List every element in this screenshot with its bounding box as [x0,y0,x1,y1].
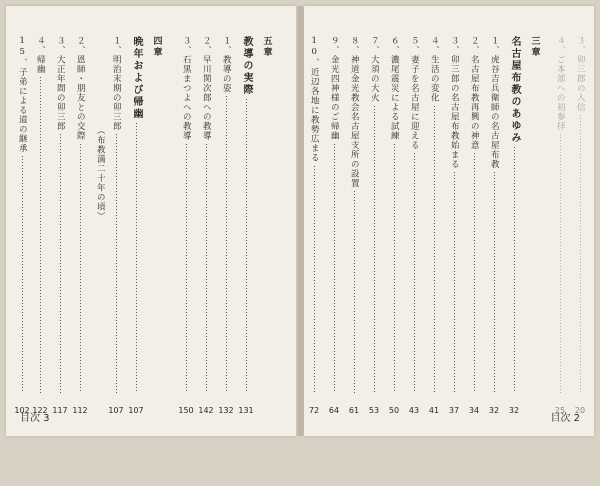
toc-entry [446,36,462,396]
dot-leader [414,153,415,393]
right-page [304,6,594,436]
toc-entry-text: ４、帰幽 [35,36,46,74]
chapter-title [238,36,254,396]
dot-leader [60,134,61,393]
toc-entry [572,36,588,396]
toc-entry-text: ４、ご本部への初参拝 [555,36,566,131]
toc-page-number: 150 [178,406,194,415]
toc-page-number: 131 [238,406,254,415]
page-label: 目次 3 [20,413,50,424]
dot-leader [434,106,435,394]
toc-page-number: 112 [72,406,88,415]
dot-leader [206,144,207,394]
toc-page-number: 37 [448,406,460,415]
toc-page-number: 41 [428,406,440,415]
toc-page-number: 132 [218,406,234,415]
toc-page-number: 107 [128,406,144,415]
book-gutter [296,6,304,436]
toc-entry-text: １、教導の姿 [221,36,232,93]
dot-leader [374,106,375,394]
toc-page-number: 102 [14,406,30,415]
toc-entry [32,36,48,396]
dot-leader [246,99,247,393]
toc-entry-text: 四章 [151,36,162,58]
dot-leader [454,172,455,393]
toc-entry [346,36,362,396]
toc-entry [426,36,442,396]
toc-entry-text: ４、生活の変化 [429,36,440,103]
toc-entry-text: １、明治末期の卯三郎 [111,36,122,131]
toc-entry [486,36,502,396]
toc-page-number: 61 [348,406,360,415]
toc-page-number: 32 [508,406,520,415]
chapter-heading [526,36,542,396]
dot-leader [226,96,227,393]
toc-entry-text: 10、近辺各地に教勢広まる [309,36,320,163]
toc-entry [306,36,322,396]
dot-leader [186,144,187,394]
toc-entry-text: ５、妻子を名古屋に迎える [409,36,420,150]
toc-entry [466,36,482,396]
toc-page-number: 32 [488,406,500,415]
toc-page-number: 34 [468,406,480,415]
dot-leader [22,156,23,393]
toc-entry [108,36,124,396]
toc-entry-text: 名古屋布教のあゆみ [509,36,520,144]
dot-leader [474,153,475,393]
toc-entry-text: ３、石黒まつよへの教導 [181,36,192,141]
toc-entry [92,126,108,486]
toc-page-number: 53 [368,406,380,415]
toc-entry-text: 15、子弟による道の継承 [17,36,28,153]
toc-page-number: 117 [52,406,68,415]
toc-entry-text: ３、卯三郎の入信 [575,36,586,112]
toc-entry-text: ７、大須の大火 [369,36,380,103]
toc-entry-text: ８、神道金光教会名古屋支所の設置 [349,36,360,188]
left-page [6,6,296,436]
dot-leader [80,144,81,394]
toc-entry [198,36,214,396]
toc-entry [72,36,88,396]
toc-entry-text: ３、卯三郎の名古屋布教始まる [449,36,460,169]
toc-entry-text: １、虎谷吉兵衛師の名古屋布教 [489,36,500,169]
toc-entry-text: ２、恩師・朋友との交際 [75,36,86,141]
toc-page-number: 72 [308,406,320,415]
toc-entry-text: 晩年および帰幽 [131,36,142,120]
toc-page-number: 20 [574,406,586,415]
dot-leader [334,144,335,394]
toc-entry [218,36,234,396]
page-label: 目次 2 [550,413,580,424]
dot-leader [40,77,41,393]
dot-leader [354,191,355,393]
dot-leader [116,134,117,393]
toc-page-number: 50 [388,406,400,415]
dot-leader [136,123,137,393]
chapter-heading [258,36,274,396]
chapter-title [128,36,144,396]
toc-entry-text: ６、濃尾震災による試練 [389,36,400,141]
dot-leader [314,166,315,394]
toc-entry [178,36,194,396]
toc-entry-text: 五章 [261,36,272,58]
toc-entry-text: ２、早川関次郎への教導 [201,36,212,141]
chapter-title [506,36,522,396]
toc-entry-text: ９、金光四神様のご帰幽 [329,36,340,141]
toc-entry [406,36,422,396]
toc-entry [552,36,568,396]
toc-page-number: 122 [32,406,48,415]
dot-leader [514,147,515,393]
toc-page-number: 64 [328,406,340,415]
toc-entry-text: ３、大正年間の卯三郎 [55,36,66,131]
toc-entry-text: 教導の実際 [241,36,252,96]
toc-entry-text: 三章 [529,36,540,58]
toc-page-number: 107 [108,406,124,415]
toc-page-number: 43 [408,406,420,415]
toc-entry [386,36,402,396]
dot-leader [494,172,495,393]
chapter-heading [148,36,164,396]
toc-entry-text: （布教満二十年の頃） [95,126,106,221]
toc-entry [52,36,68,396]
toc-entry [14,36,30,396]
toc-entry [326,36,342,396]
toc-entry-text: ２、名古屋布教再興の神意 [469,36,480,150]
dot-leader [580,115,581,393]
dot-leader [394,144,395,394]
toc-page-number: 142 [198,406,214,415]
toc-entry [366,36,382,396]
toc-page-number: 25 [554,406,566,415]
dot-leader [560,134,561,393]
